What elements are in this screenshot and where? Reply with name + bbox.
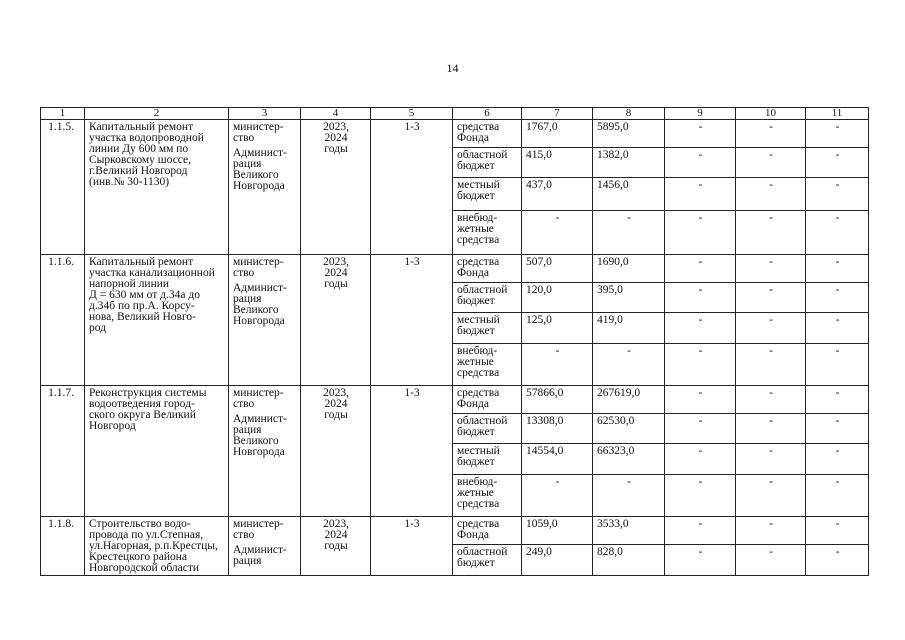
executor-cell <box>229 517 301 576</box>
value-col9: - <box>665 344 736 386</box>
funding-source <box>453 475 522 517</box>
value-col8: 395,0 <box>593 283 665 313</box>
years-cell-line: 2024 <box>324 529 348 541</box>
value-col10: - <box>736 444 806 475</box>
funding-source-line: местный <box>457 179 500 191</box>
value-col8: 3533,0 <box>593 517 665 545</box>
item-title-line: род <box>89 322 107 334</box>
value-col10: - <box>736 120 806 148</box>
funding-source-line: бюджет <box>457 557 495 570</box>
column-header: 2 <box>85 108 229 120</box>
value-col11: - <box>806 475 869 517</box>
funding-source <box>453 414 522 444</box>
stage-cell: 1-3 <box>371 386 453 517</box>
column-header: 4 <box>301 108 371 120</box>
years-cell-line: 2024 <box>324 132 348 144</box>
value-col7: 437,0 <box>522 178 593 211</box>
funding-source-line: внебюд- <box>457 212 498 224</box>
item-title <box>85 120 229 255</box>
executor-line: Новгорода <box>233 315 285 327</box>
value-col7: - <box>522 344 593 386</box>
funding-source-line: бюджет <box>457 190 495 202</box>
years-cell-line: 2024 <box>324 398 348 410</box>
value-col9: - <box>665 386 736 414</box>
executor-line: Великого <box>233 435 279 447</box>
funding-source-line: жетные <box>457 487 494 499</box>
value-col11: - <box>806 178 869 211</box>
value-col7: 415,0 <box>522 148 593 178</box>
value-col11: - <box>806 313 869 344</box>
value-col8: 62530,0 <box>593 414 665 444</box>
funding-source-line: жетные <box>457 223 494 235</box>
funding-source <box>453 120 522 148</box>
executor-line: Админист- <box>233 413 287 425</box>
item-title-line: ского округа Великий <box>89 409 196 421</box>
funding-source <box>453 517 522 545</box>
years-cell <box>301 517 371 576</box>
executor-line: министер- <box>233 256 284 268</box>
item-number: 1.1.7. <box>41 386 85 517</box>
executor-line: рация <box>233 555 262 567</box>
executor-line: Админист- <box>233 282 287 294</box>
column-header: 9 <box>665 108 736 120</box>
column-header: 8 <box>593 108 665 120</box>
executor-ministry <box>233 388 297 410</box>
executor-line: рация <box>233 293 262 305</box>
value-col9: - <box>665 313 736 344</box>
item-number: 1.1.8. <box>41 517 85 576</box>
executor-line: Новгорода <box>233 446 285 458</box>
value-col7: 14554,0 <box>522 444 593 475</box>
value-col11: - <box>806 211 869 255</box>
item-title-line: Крестецкого района <box>89 551 188 563</box>
funding-source-line: Фонда <box>457 529 489 541</box>
value-col10: - <box>736 386 806 414</box>
value-col10: - <box>736 475 806 517</box>
value-col8: 267619,0 <box>593 386 665 414</box>
funding-source-line: бюджет <box>457 160 495 172</box>
funding-source-line: областной <box>457 284 508 296</box>
executor-line: министер- <box>233 121 284 133</box>
item-title-line: водоотведения город- <box>89 398 195 410</box>
executor-line: ство <box>233 132 255 144</box>
executor-administration <box>233 283 297 327</box>
years-cell <box>301 255 371 386</box>
item-title-line: Сырковскому шоссе, <box>89 154 192 166</box>
years-cell-line: годы <box>324 409 348 421</box>
column-header: 11 <box>806 108 869 120</box>
table-row <box>41 120 869 148</box>
executor-ministry <box>233 519 297 541</box>
years-cell-line: 2023, <box>323 256 349 268</box>
funding-source-line: средства <box>457 498 500 510</box>
item-title-line: провода по ул.Степная, <box>89 529 204 541</box>
value-col7: 507,0 <box>522 255 593 283</box>
value-col11: - <box>806 283 869 313</box>
value-col10: - <box>736 178 806 211</box>
years-cell <box>301 120 371 255</box>
column-header: 6 <box>453 108 522 120</box>
funding-source <box>453 178 522 211</box>
funding-source <box>453 344 522 386</box>
header-row <box>41 108 869 120</box>
value-col7: 13308,0 <box>522 414 593 444</box>
value-col9: - <box>665 414 736 444</box>
years-cell-line: 2023, <box>323 387 349 399</box>
value-col9: - <box>665 255 736 283</box>
value-col10: - <box>736 414 806 444</box>
item-title-line: Реконструкция системы <box>89 387 207 399</box>
funding-source-line: средства <box>457 256 500 268</box>
funding-source-line: бюджет <box>457 325 495 337</box>
executor-administration <box>233 545 297 567</box>
value-col11: - <box>806 414 869 444</box>
budget-table <box>40 107 869 576</box>
value-col7: 1059,0 <box>522 517 593 545</box>
value-col11: - <box>806 255 869 283</box>
value-col7: 125,0 <box>522 313 593 344</box>
item-title-line: г.Великий Новгород <box>89 165 188 177</box>
executor-line: рация <box>233 424 262 436</box>
funding-source-line: бюджет <box>457 295 495 307</box>
executor-line: Великого <box>233 169 279 181</box>
column-header: 3 <box>229 108 301 120</box>
value-col7: 57866,0 <box>522 386 593 414</box>
table-row <box>41 386 869 414</box>
item-title-line: напорной линии <box>89 278 170 290</box>
executor-cell <box>229 255 301 386</box>
item-title <box>85 386 229 517</box>
value-col7: 249,0 <box>522 545 593 576</box>
funding-source-line: средства <box>457 121 500 133</box>
value-col8: 66323,0 <box>593 444 665 475</box>
funding-source-line: Фонда <box>457 132 489 144</box>
executor-line: Великого <box>233 304 279 316</box>
value-col11: - <box>806 148 869 178</box>
funding-source <box>453 313 522 344</box>
table-row <box>41 255 869 283</box>
value-col10: - <box>736 255 806 283</box>
value-col7: 1767,0 <box>522 120 593 148</box>
value-col8: 828,0 <box>593 545 665 576</box>
funding-source-line: внебюд- <box>457 476 498 488</box>
funding-source-line: областной <box>457 546 508 559</box>
value-col10: - <box>736 148 806 178</box>
value-col11: - <box>806 386 869 414</box>
value-col10: - <box>736 344 806 386</box>
funding-source-line: Фонда <box>457 267 489 279</box>
item-title <box>85 517 229 576</box>
funding-source <box>453 444 522 475</box>
executor-line: ство <box>233 398 255 410</box>
funding-source-line: бюджет <box>457 426 495 438</box>
stage-cell: 1-3 <box>371 120 453 255</box>
value-col9: - <box>665 178 736 211</box>
item-title-line: Новгородской области <box>89 562 200 574</box>
funding-source-line: областной <box>457 415 508 427</box>
funding-source-line: внебюд- <box>457 345 498 357</box>
value-col9: - <box>665 148 736 178</box>
value-col10: - <box>736 211 806 255</box>
value-col10: - <box>736 283 806 313</box>
funding-source-line: средства <box>457 234 500 246</box>
item-number: 1.1.6. <box>41 255 85 386</box>
funding-source-line: Фонда <box>457 398 489 410</box>
item-title <box>85 255 229 386</box>
executor-administration <box>233 414 297 458</box>
executor-cell <box>229 386 301 517</box>
executor-line: ство <box>233 267 255 279</box>
stage-cell: 1-3 <box>371 517 453 576</box>
funding-source-line: областной <box>457 149 508 161</box>
value-col9: - <box>665 475 736 517</box>
funding-source <box>453 283 522 313</box>
funding-source-line: местный <box>457 445 500 457</box>
item-title-line: участка водопроводной <box>89 132 204 144</box>
value-col7: 120,0 <box>522 283 593 313</box>
value-col8: 1456,0 <box>593 178 665 211</box>
value-col8: - <box>593 211 665 255</box>
value-col8: 1382,0 <box>593 148 665 178</box>
years-cell-line: 2023, <box>323 121 349 133</box>
funding-source <box>453 545 522 576</box>
value-col8: 5895,0 <box>593 120 665 148</box>
funding-source <box>453 255 522 283</box>
value-col10: - <box>736 313 806 344</box>
executor-cell <box>229 120 301 255</box>
executor-line: ство <box>233 529 255 541</box>
value-col9: - <box>665 211 736 255</box>
item-title-line: Капитальный ремонт <box>89 256 194 268</box>
value-col11: - <box>806 120 869 148</box>
value-col10: - <box>736 545 806 576</box>
value-col11: - <box>806 444 869 475</box>
column-header: 1 <box>41 108 85 120</box>
value-col9: - <box>665 283 736 313</box>
page-number: 14 <box>446 61 459 75</box>
item-title-line: Д = 630 мм от д.34а до <box>89 289 200 301</box>
value-col9: - <box>665 120 736 148</box>
executor-line: министер- <box>233 387 284 399</box>
years-cell-line: 2024 <box>324 267 348 279</box>
value-col11: - <box>806 545 869 576</box>
table-body <box>41 120 869 576</box>
funding-source-line: жетные <box>457 356 494 368</box>
executor-line: Админист- <box>233 544 287 556</box>
years-cell <box>301 386 371 517</box>
value-col8: 419,0 <box>593 313 665 344</box>
value-col7: - <box>522 211 593 255</box>
years-cell-line: 2023, <box>323 518 349 530</box>
executor-line: рация <box>233 158 262 170</box>
executor-administration <box>233 148 297 192</box>
value-col8: - <box>593 344 665 386</box>
item-title-line: участка канализационной <box>89 267 215 279</box>
value-col9: - <box>665 444 736 475</box>
funding-source <box>453 211 522 255</box>
funding-source-line: средства <box>457 518 500 530</box>
funding-source-line: средства <box>457 367 500 379</box>
funding-source-line: местный <box>457 314 500 326</box>
item-title-line: (инв.№ 30-1130) <box>89 176 170 188</box>
item-title-line: д.34б по пр.А. Корсу- <box>89 300 195 312</box>
funding-source-line: средства <box>457 387 500 399</box>
executor-ministry <box>233 122 297 144</box>
item-title-line: Строительство водо- <box>89 518 191 530</box>
value-col11: - <box>806 344 869 386</box>
value-col8: 1690,0 <box>593 255 665 283</box>
funding-source <box>453 386 522 414</box>
column-header: 5 <box>371 108 453 120</box>
funding-source <box>453 148 522 178</box>
value-col7: - <box>522 475 593 517</box>
executor-line: Новгорода <box>233 180 285 192</box>
item-title-line: Новгород <box>89 420 136 432</box>
value-col8: - <box>593 475 665 517</box>
item-title-line: нова, Великий Новго- <box>89 311 196 323</box>
table-row <box>41 517 869 545</box>
column-header: 7 <box>522 108 593 120</box>
item-title-line: ул.Нагорная, р.п.Крестцы, <box>89 540 218 552</box>
item-title-line: Капитальный ремонт <box>89 121 194 133</box>
years-cell-line: годы <box>324 540 348 552</box>
column-header: 10 <box>736 108 806 120</box>
years-cell-line: годы <box>324 278 348 290</box>
value-col10: - <box>736 517 806 545</box>
value-col11: - <box>806 517 869 545</box>
item-number: 1.1.5. <box>41 120 85 255</box>
stage-cell: 1-3 <box>371 255 453 386</box>
value-col9: - <box>665 517 736 545</box>
executor-line: Админист- <box>233 147 287 159</box>
value-col9: - <box>665 545 736 576</box>
executor-ministry <box>233 257 297 279</box>
funding-source-line: бюджет <box>457 456 495 468</box>
years-cell-line: годы <box>324 143 348 155</box>
executor-line: министер- <box>233 518 284 530</box>
item-title-line: линии Ду 600 мм по <box>89 143 189 155</box>
